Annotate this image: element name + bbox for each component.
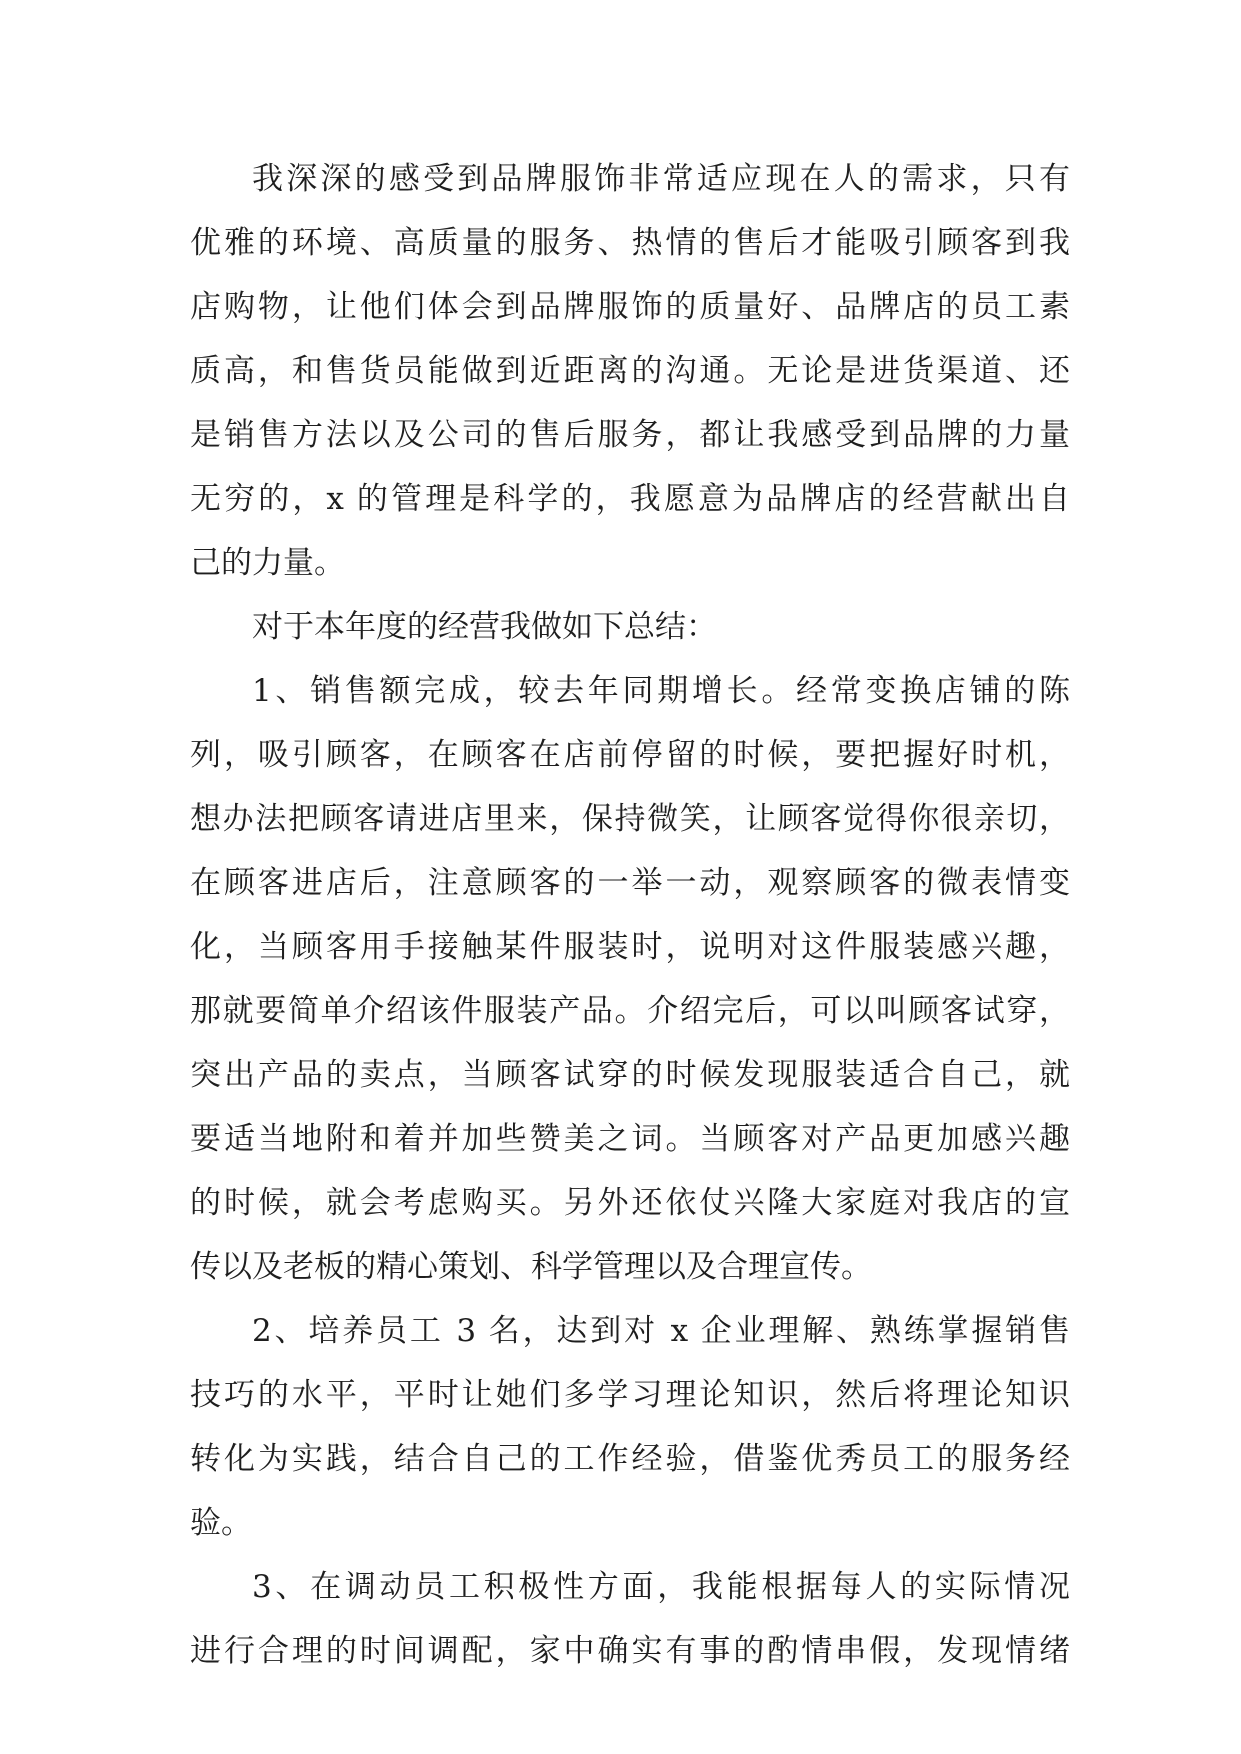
text-line: 转化为实践，结合自己的工作经验，借鉴优秀员工的服务经	[190, 1441, 1070, 1477]
text-line: 优雅的环境、高质量的服务、热情的售后才能吸引顾客到我	[190, 225, 1070, 261]
text-line: 要适当地附和着并加些赞美之词。当顾客对产品更加感兴趣	[190, 1121, 1070, 1157]
text-line: 1、销售额完成，较去年同期增长。经常变换店铺的陈	[252, 673, 1070, 709]
text-line: 对于本年度的经营我做如下总结：	[252, 609, 717, 645]
text-line: 突出产品的卖点，当顾客试穿的时候发现服装适合自己，就	[190, 1057, 1070, 1093]
text-line: 我深深的感受到品牌服饰非常适应现在人的需求，只有	[252, 161, 1070, 197]
text-line: 化，当顾客用手接触某件服装时，说明对这件服装感兴趣，	[190, 929, 1070, 965]
text-line: 验。	[190, 1505, 252, 1541]
text-line: 己的力量。	[190, 545, 345, 581]
text-line: 质高，和售货员能做到近距离的沟通。无论是进货渠道、还	[190, 353, 1070, 389]
text-line: 想办法把顾客请进店里来，保持微笑，让顾客觉得你很亲切，	[190, 801, 1070, 837]
text-line: 那就要简单介绍该件服装产品。介绍完后，可以叫顾客试穿，	[190, 993, 1070, 1029]
text-line: 无穷的，x 的管理是科学的，我愿意为品牌店的经营献出自	[190, 481, 1070, 517]
text-line: 3、在调动员工积极性方面，我能根据每人的实际情况	[252, 1569, 1070, 1605]
text-line: 列，吸引顾客，在顾客在店前停留的时候，要把握好时机，	[190, 737, 1070, 773]
text-line: 进行合理的时间调配，家中确实有事的酌情串假，发现情绪	[190, 1633, 1070, 1669]
text-line: 传以及老板的精心策划、科学管理以及合理宣传。	[190, 1249, 872, 1285]
text-line: 2、培养员工 3 名，达到对 x 企业理解、熟练掌握销售	[252, 1313, 1070, 1349]
text-line: 是销售方法以及公司的售后服务，都让我感受到品牌的力量	[190, 417, 1070, 453]
text-line: 的时候，就会考虑购买。另外还依仗兴隆大家庭对我店的宣	[190, 1185, 1070, 1221]
text-line: 技巧的水平，平时让她们多学习理论知识，然后将理论知识	[190, 1377, 1070, 1413]
text-line: 店购物，让他们体会到品牌服饰的质量好、品牌店的员工素	[190, 289, 1070, 325]
text-line: 在顾客进店后，注意顾客的一举一动，观察顾客的微表情变	[190, 865, 1070, 901]
